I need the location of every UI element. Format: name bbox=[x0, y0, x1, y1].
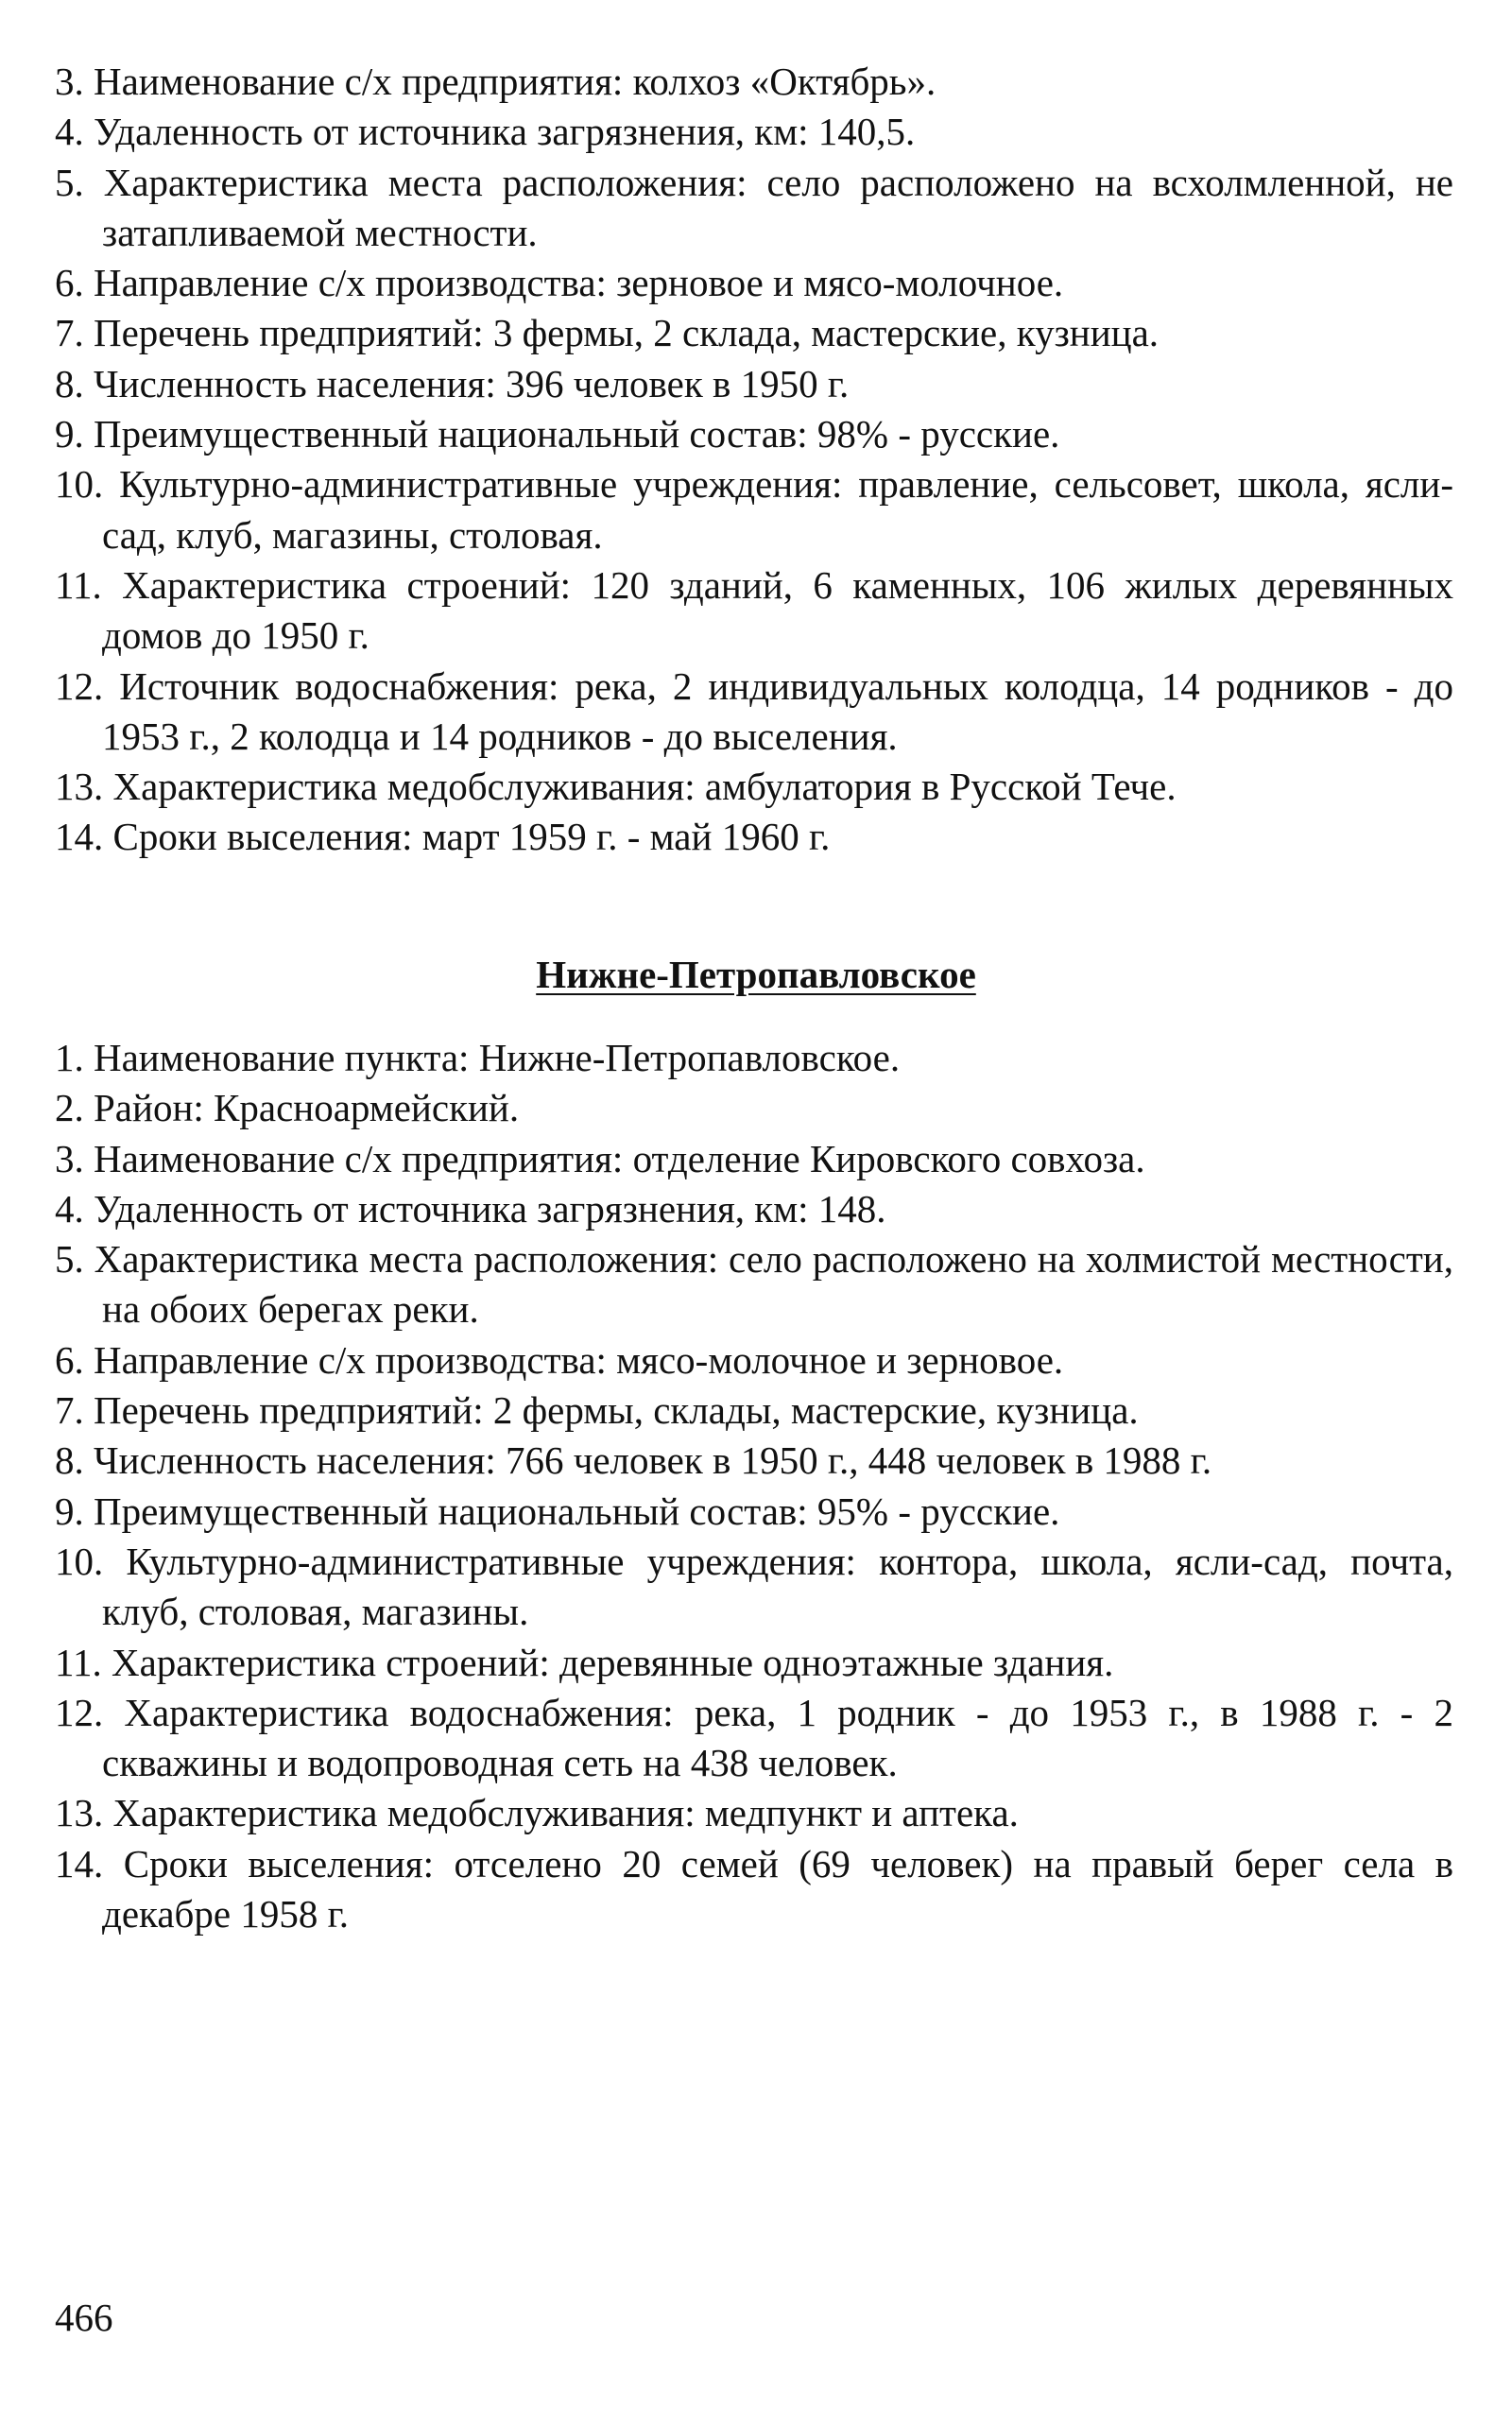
list-item: 9. Преимущественный национальный состав: 95% - русские. bbox=[55, 1489, 1060, 1533]
list-item: 11. Характеристика строений: деревянные одноэтажные здания. bbox=[55, 1640, 1114, 1684]
list-item: 14. Сроки выселения: март 1959 г. - май 1960 г. bbox=[55, 815, 831, 859]
nizhne-petropavlovskoe-list bbox=[55, 1033, 1453, 1939]
list-item: 12. Источник водоснабжения: река, 2 индивидуальных колодца, 14 родников - до 1953 г., 2 колодца и 14 родников - до выселения. bbox=[55, 663, 1453, 758]
list-item: 6. Направление с/х производства: зерновое и мясо-молочное. bbox=[55, 261, 1064, 305]
list-item: 1. Наименование пункта: Нижне-Петропавловское. bbox=[55, 1036, 901, 1079]
list-item: 6. Направление с/х производства: мясо-молочное и зерновое. bbox=[55, 1337, 1064, 1382]
section-title-text: Нижне-Петропавловское bbox=[536, 953, 976, 996]
list-item: 13. Характеристика медобслуживания: медпункт и аптека. bbox=[55, 1791, 1019, 1835]
list-item: 13. Характеристика медобслуживания: амбулатория в Русской Тече. bbox=[55, 765, 1177, 809]
list-item: 8. Численность населения: 396 человек в 1950 г. bbox=[55, 361, 850, 405]
list-item: 12. Характеристика водоснабжения: река, 1 родник - до 1953 г., в 1988 г. - 2 скважины и водопроводная сеть на 438 человек. bbox=[55, 1690, 1453, 1785]
previous-settlement-list bbox=[55, 57, 1453, 863]
list-item: 10. Культурно-административные учреждения: правление, сельсовет, школа, ясли-сад, клуб, магазины, столовая. bbox=[55, 462, 1453, 557]
list-item: 9. Преимущественный национальный состав: 98% - русские. bbox=[55, 412, 1060, 456]
list-item: 4. Удаленность от источника загрязнения, км: 140,5. bbox=[55, 110, 916, 154]
list-item: 14. Сроки выселения: отселено 20 семей (69 человек) на правый берег села в декабре 1958 г. bbox=[55, 1841, 1453, 1937]
list-item: 2. Район: Красноармейский. bbox=[55, 1086, 520, 1130]
page-number: 466 bbox=[55, 2296, 113, 2339]
list-item: 7. Перечень предприятий: 2 фермы, склады, мастерские, кузница. bbox=[55, 1388, 1139, 1433]
list-item: 11. Характеристика строений: 120 зданий, 6 каменных, 106 жилых деревянных домов до 1950 г. bbox=[55, 562, 1453, 658]
list-item: 8. Численность населения: 766 человек в 1950 г., 448 человек в 1988 г. bbox=[55, 1438, 1212, 1483]
list-item: 3. Наименование с/х предприятия: колхоз «Октябрь». bbox=[55, 60, 936, 103]
list-item: 3. Наименование с/х предприятия: отделение Кировского совхоза. bbox=[55, 1136, 1145, 1180]
section-title bbox=[0, 950, 1512, 1000]
list-item: 10. Культурно-административные учреждения: контора, школа, ясли-сад, почта, клуб, столовая, магазины. bbox=[55, 1539, 1453, 1634]
list-item: 4. Удаленность от источника загрязнения, км: 148. bbox=[55, 1186, 886, 1231]
list-item: 5. Характеристика места расположения: село расположено на всхолмленной, не затапливаемой местности. bbox=[55, 160, 1453, 254]
list-item: 7. Перечень предприятий: 3 фермы, 2 склада, мастерские, кузница. bbox=[55, 311, 1160, 355]
list-item: 5. Характеристика места расположения: село расположено на холмистой местности, на обоих берегах реки. bbox=[55, 1237, 1453, 1332]
